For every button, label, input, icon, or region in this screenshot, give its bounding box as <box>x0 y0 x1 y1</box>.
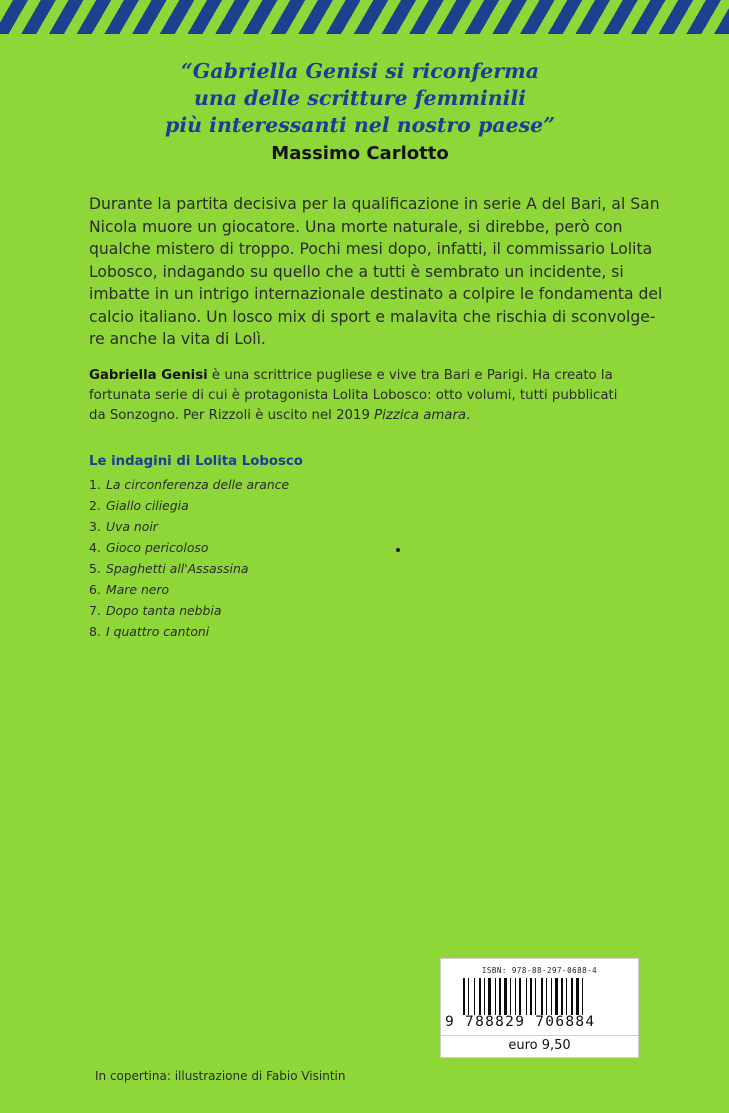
book-title: Dopo tanta nebbia <box>106 603 222 618</box>
synopsis-line: calcio italiano. Un losco mix di sport e malavita che rischia di sconvolge- <box>89 307 656 326</box>
barcode-bar <box>479 978 481 1015</box>
list-item <box>89 579 289 600</box>
quote-line-2: una delle scritture femminili <box>193 86 527 110</box>
synopsis-line: re anche la vita di Lolì. <box>89 330 266 348</box>
list-item <box>89 495 289 516</box>
barcode-bar <box>495 978 496 1015</box>
synopsis-line: Lobosco, indagando su quello che a tutti è sembrato un incidente, si <box>89 262 624 281</box>
barcode-bar <box>571 978 573 1015</box>
barcode-bar <box>519 978 521 1015</box>
book-number: 7. <box>89 603 101 618</box>
barcode-bar <box>541 978 543 1015</box>
book-number: 2. <box>89 498 101 513</box>
book-title: Giallo ciliegia <box>106 498 189 513</box>
list-item <box>89 474 289 495</box>
list-item <box>89 516 289 537</box>
book-number: 1. <box>89 477 101 492</box>
bio-book-title: Pizzica amara <box>374 408 467 423</box>
quote-line-3: più interessanti nel nostro paese” <box>165 113 555 137</box>
barcode-bar <box>504 978 507 1015</box>
bio-line-3-suffix: . <box>466 408 471 423</box>
barcode-bar <box>468 978 469 1015</box>
book-title: Mare nero <box>106 582 170 597</box>
barcode-bar <box>546 978 547 1015</box>
synopsis-line: qualche mistero di troppo. Pochi mesi dopo, infatti, il commissario Lolita <box>89 240 653 258</box>
book-number: 3. <box>89 519 101 534</box>
bio-line-3-prefix: da Sonzogno. Per Rizzoli è uscito nel 2019 <box>89 408 375 423</box>
barcode-bars <box>463 978 623 1015</box>
barcode-bar <box>530 978 532 1015</box>
quote-line-1: “Gabriella Genisi si riconferma <box>181 59 539 83</box>
print-speck <box>396 548 400 552</box>
barcode-bar <box>555 978 558 1015</box>
bio-line <box>89 406 649 426</box>
bio-author-name: Gabriella Genisi <box>89 368 208 383</box>
list-item <box>89 558 289 579</box>
barcode-bar <box>474 978 475 1015</box>
series-book-list <box>89 474 289 642</box>
top-stripe-band <box>0 0 729 34</box>
blurb-quote <box>60 58 660 139</box>
bio-line <box>89 366 649 386</box>
list-item <box>89 600 289 621</box>
synopsis <box>89 193 663 351</box>
barcode-bar <box>463 978 465 1015</box>
barcode-bar <box>566 978 567 1015</box>
book-number: 8. <box>89 624 101 639</box>
book-number: 5. <box>89 561 101 576</box>
bio-line: fortunata serie di cui è protagonista Lolita Lobosco: otto volumi, tutti pubblicati <box>89 388 618 403</box>
synopsis-line: Durante la partita decisiva per la qualificazione in serie A del Bari, al San <box>89 195 660 213</box>
synopsis-line: Nicola muore un giocatore. Una morte naturale, si direbbe, però con <box>89 217 623 236</box>
barcode-bar <box>484 978 485 1015</box>
barcode-bar <box>510 978 511 1015</box>
series-title: Le indagini di Lolita Lobosco <box>89 454 303 469</box>
book-title: Gioco pericoloso <box>106 540 209 555</box>
list-item <box>89 621 289 642</box>
isbn-text: ISBN: 978-88-297-0688-4 <box>481 966 598 975</box>
barcode-bar <box>499 978 501 1015</box>
barcode-bar <box>551 978 552 1015</box>
cover-credit: In copertina: illustrazione di Fabio Visintin <box>95 1069 346 1083</box>
book-number: 4. <box>89 540 101 555</box>
book-title: La circonferenza delle arance <box>106 477 290 492</box>
book-title: I quattro cantoni <box>106 624 210 639</box>
barcode-bar <box>576 978 579 1015</box>
quote-author: Massimo Carlotto <box>271 143 449 164</box>
barcode-bar <box>526 978 527 1015</box>
barcode-bar <box>515 978 516 1015</box>
book-title: Uva noir <box>106 519 158 534</box>
barcode-bar <box>582 978 583 1015</box>
book-number: 6. <box>89 582 101 597</box>
barcode-bar <box>561 978 563 1015</box>
bio-line-1-text: è una scrittrice pugliese e vive tra Bari e Parigi. Ha creato la <box>207 368 613 383</box>
list-item <box>89 537 289 558</box>
barcode-bar <box>488 978 491 1015</box>
barcode-bar <box>535 978 536 1015</box>
synopsis-line: imbatte in un intrigo internazionale destinato a colpire le fondamenta del <box>89 285 663 303</box>
barcode-label <box>440 958 639 1058</box>
author-bio <box>89 366 649 426</box>
price: euro 9,50 <box>441 1035 638 1053</box>
book-title: Spaghetti all'Assassina <box>106 561 249 576</box>
barcode-digits: 9 788829 706884 <box>445 1014 596 1030</box>
